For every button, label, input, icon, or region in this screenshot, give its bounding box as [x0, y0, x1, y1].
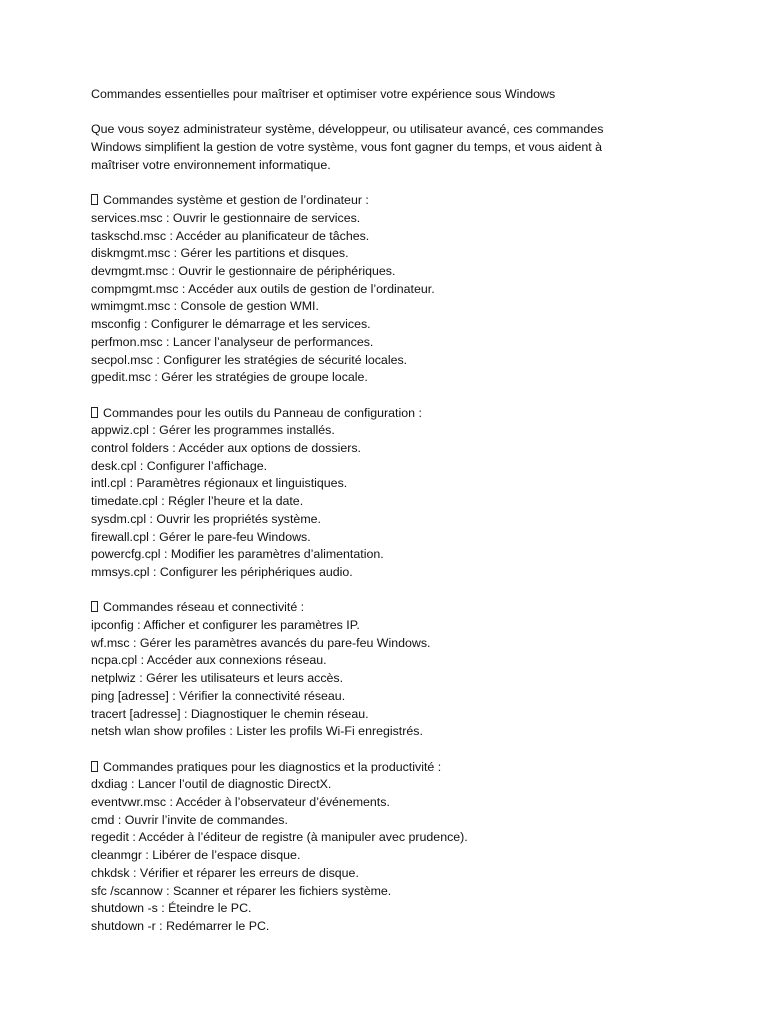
command-item: perfmon.msc : Lancer l’analyseur de performances.: [91, 334, 374, 349]
command-item: compmgmt.msc : Accéder aux outils de gestion de l’ordinateur.: [91, 281, 435, 296]
command-item: cmd : Ouvrir l’invite de commandes.: [91, 812, 288, 827]
missing-glyph-icon: [91, 601, 98, 612]
command-item: msconfig : Configurer le démarrage et les services.: [91, 317, 371, 332]
command-item: cleanmgr : Libérer de l’espace disque.: [91, 848, 301, 863]
missing-glyph-icon: [91, 194, 98, 205]
section-heading: [91, 192, 651, 210]
missing-glyph-icon: [91, 407, 98, 418]
command-item: mmsys.cpl : Configurer les périphériques audio.: [91, 564, 353, 579]
command-item: regedit : Accéder à l’éditeur de registre (à manipuler avec prudence).: [91, 830, 468, 845]
command-item: netplwiz : Gérer les utilisateurs et leurs accès.: [91, 671, 344, 686]
section-heading-text: Commandes pour les outils du Panneau de configuration :: [103, 405, 422, 420]
section-network: [91, 599, 651, 741]
command-item: wmimgmt.msc : Console de gestion WMI.: [91, 299, 319, 314]
command-item: powercfg.cpl : Modifier les paramètres d’alimentation.: [91, 547, 384, 562]
missing-glyph-icon: [91, 761, 98, 772]
command-item: shutdown -r : Redémarrer le PC.: [91, 918, 270, 933]
command-item: sfc /scannow : Scanner et réparer les fichiers système.: [91, 883, 392, 898]
command-item: devmgmt.msc : Ouvrir le gestionnaire de périphériques.: [91, 264, 396, 278]
document-title: [91, 86, 651, 104]
command-item: dxdiag : Lancer l’outil de diagnostic DirectX.: [91, 777, 332, 792]
command-item: shutdown -s : Éteindre le PC.: [91, 901, 252, 916]
intro-line: Que vous soyez administrateur système, développeur, ou utilisateur avancé, ces commandes: [91, 122, 604, 137]
command-item: services.msc : Ouvrir le gestionnaire de services.: [91, 210, 361, 225]
command-item: wf.msc : Gérer les paramètres avancés du pare-feu Windows.: [91, 635, 431, 650]
section-heading-text: Commandes système et gestion de l’ordinateur :: [103, 193, 369, 208]
intro-line: maîtriser votre environnement informatique.: [91, 157, 331, 172]
command-item: firewall.cpl : Gérer le pare-feu Windows.: [91, 529, 311, 544]
command-item: gpedit.msc : Gérer les stratégies de groupe locale.: [91, 370, 368, 385]
section-diagnostics: [91, 759, 651, 936]
intro-line: Windows simplifient la gestion de votre système, vous font gagner du temps, et vous aident à: [91, 140, 603, 155]
section-heading-text: Commandes pratiques pour les diagnostics et la productivité :: [103, 759, 442, 774]
section-control-panel: [91, 405, 651, 582]
command-item: sysdm.cpl : Ouvrir les propriétés système.: [91, 511, 321, 526]
section-heading: [91, 405, 651, 423]
command-item: control folders : Accéder aux options de dossiers.: [91, 441, 361, 456]
section-heading-text: Commandes réseau et connectivité :: [103, 600, 305, 615]
command-item: tracert [adresse] : Diagnostiquer le chemin réseau.: [91, 706, 369, 721]
section-heading: [91, 599, 651, 617]
document-page: [91, 86, 651, 953]
section-heading: [91, 759, 651, 777]
title-text: Commandes essentielles pour maîtriser et optimiser votre expérience sous Windows: [91, 87, 556, 101]
command-item: intl.cpl : Paramètres régionaux et linguistiques.: [91, 476, 348, 491]
command-item: eventvwr.msc : Accéder à l’observateur d’événements.: [91, 795, 390, 810]
command-item: timedate.cpl : Régler l’heure et la date.: [91, 494, 304, 509]
command-item: chkdsk : Vérifier et réparer les erreurs de disque.: [91, 865, 359, 880]
command-item: ncpa.cpl : Accéder aux connexions réseau.: [91, 653, 327, 668]
intro-paragraph: [91, 121, 651, 174]
command-item: taskschd.msc : Accéder au planificateur de tâches.: [91, 228, 370, 243]
command-item: secpol.msc : Configurer les stratégies de sécurité locales.: [91, 352, 408, 367]
command-item: ping [adresse] : Vérifier la connectivité réseau.: [91, 688, 346, 703]
command-item: ipconfig : Afficher et configurer les paramètres IP.: [91, 618, 360, 633]
section-system: [91, 192, 651, 387]
command-item: desk.cpl : Configurer l’affichage.: [91, 458, 268, 473]
command-item: appwiz.cpl : Gérer les programmes installés.: [91, 423, 335, 438]
command-item: netsh wlan show profiles : Lister les profils Wi-Fi enregistrés.: [91, 724, 423, 739]
command-item: diskmgmt.msc : Gérer les partitions et disques.: [91, 246, 349, 261]
